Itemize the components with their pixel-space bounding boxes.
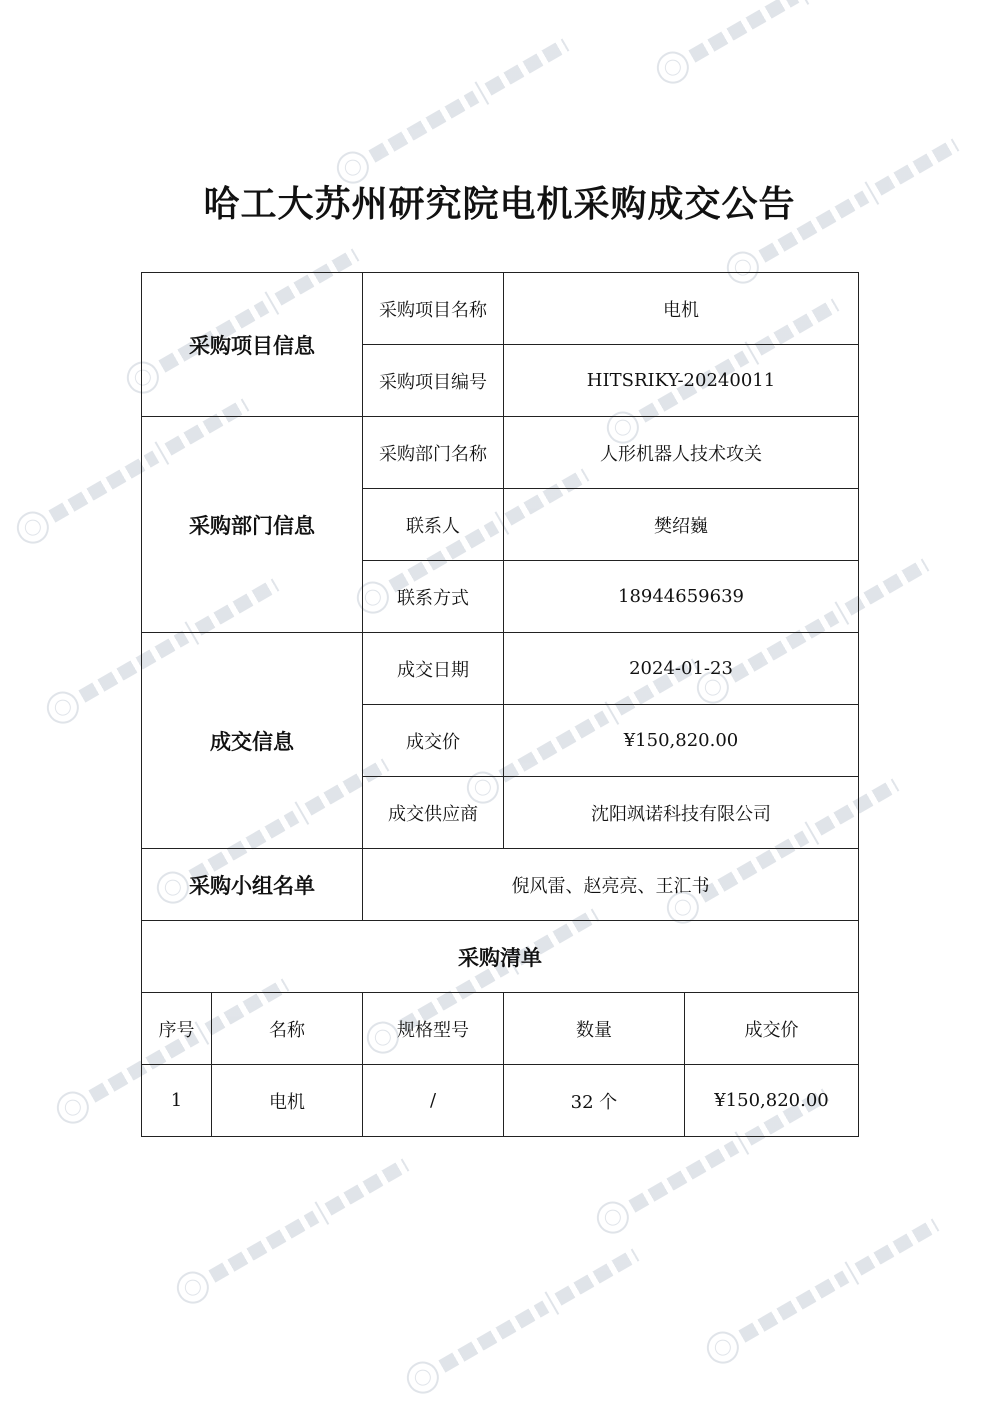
row-quantity: 32 个: [504, 1065, 685, 1137]
section-project-info: 采购项目信息: [142, 273, 363, 417]
table-row: [142, 417, 859, 489]
department-name-label: 采购部门名称: [363, 417, 504, 489]
row-price: ¥150,820.00: [685, 1065, 859, 1137]
contact-phone-value: 18944659639: [504, 561, 859, 633]
contact-person-value: 樊绍巍: [504, 489, 859, 561]
row-spec: /: [363, 1065, 504, 1137]
watermark-seal-icon: [400, 1220, 678, 1401]
watermark-seal-icon: [650, 0, 928, 91]
watermark-seal-icon: [170, 1130, 448, 1311]
deal-supplier-label: 成交供应商: [363, 777, 504, 849]
deal-supplier-value: 沈阳飒诺科技有限公司: [504, 777, 859, 849]
deal-price-label: 成交价: [363, 705, 504, 777]
project-name-label: 采购项目名称: [363, 273, 504, 345]
watermark-seal-icon: [700, 1190, 978, 1371]
contact-person-label: 联系人: [363, 489, 504, 561]
section-deal-info: 成交信息: [142, 633, 363, 849]
section-group-list: 采购小组名单: [142, 849, 363, 921]
page-title: 哈工大苏州研究院电机采购成交公告: [203, 184, 796, 225]
section-purchase-list: 采购清单: [142, 921, 859, 993]
deal-price-value: ¥150,820.00: [504, 705, 859, 777]
project-name-value: 电机: [504, 273, 859, 345]
watermark-seal-icon: [330, 10, 608, 191]
group-members-value: 倪风雷、赵亮亮、王汇书: [363, 849, 859, 921]
table-row: [142, 921, 859, 993]
header-quantity: 数量: [504, 993, 685, 1065]
header-spec: 规格型号: [363, 993, 504, 1065]
table-row: [142, 1065, 859, 1137]
table-header-row: [142, 993, 859, 1065]
row-index: 1: [142, 1065, 212, 1137]
header-index: 序号: [142, 993, 212, 1065]
section-department-info: 采购部门信息: [142, 417, 363, 633]
table-row: [142, 849, 859, 921]
table-row: [142, 273, 859, 345]
table-row: [142, 633, 859, 705]
header-price: 成交价: [685, 993, 859, 1065]
contact-phone-label: 联系方式: [363, 561, 504, 633]
project-code-label: 采购项目编号: [363, 345, 504, 417]
deal-date-value: 2024-01-23: [504, 633, 859, 705]
deal-date-label: 成交日期: [363, 633, 504, 705]
row-name: 电机: [212, 1065, 363, 1137]
header-name: 名称: [212, 993, 363, 1065]
department-name-value: 人形机器人技术攻关: [504, 417, 859, 489]
project-code-value: HITSRIKY-20240011: [504, 345, 859, 417]
announcement-table: [141, 272, 859, 1137]
